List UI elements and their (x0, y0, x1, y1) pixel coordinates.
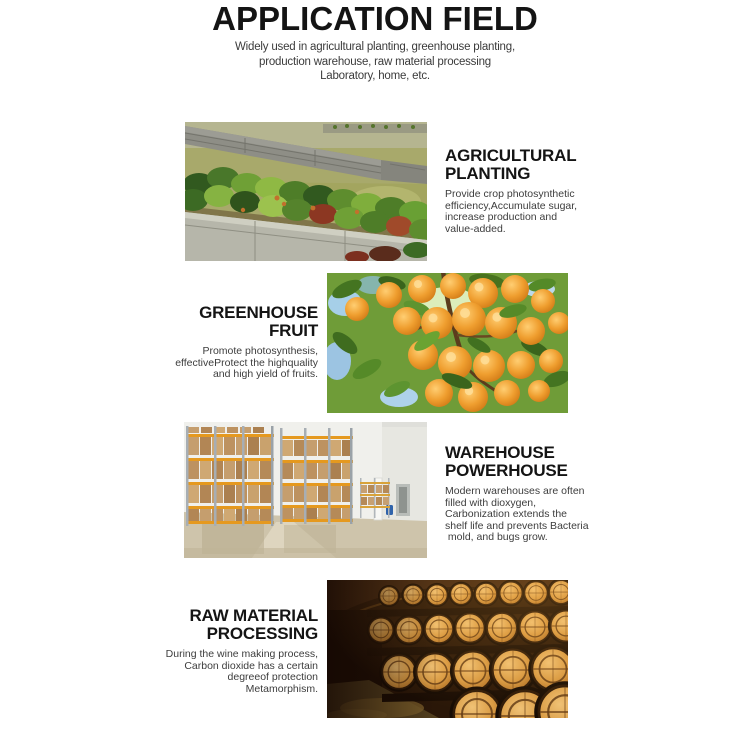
page-title: APPLICATION FIELD (212, 0, 538, 37)
body-line: During the wine making process, (165, 648, 318, 660)
body-line: effectiveProtect the highquality (175, 356, 318, 369)
section-body (128, 649, 318, 695)
title-line: GREENHOUSE (199, 303, 318, 322)
body-line: Provide crop photosynthetic (445, 188, 575, 200)
body-line: value-added. (445, 222, 506, 235)
body-line: Modern warehouses are often (445, 485, 585, 497)
section-warehouse-powerhouse (445, 444, 613, 544)
body-line: mold, and bugs grow. (445, 531, 548, 544)
body-line: increase production and (445, 211, 558, 224)
body-line: filled with dioxygen, (445, 496, 537, 509)
title-line: FRUIT (268, 320, 318, 340)
section-raw-material-processing (128, 607, 318, 695)
raw-material-processing-photo (327, 580, 568, 718)
wine-barrels-illustration (327, 580, 568, 718)
title-line: POWERHOUSE (445, 460, 568, 480)
title-line: AGRICULTURAL (445, 146, 577, 165)
garden-illustration (185, 122, 427, 261)
body-line: Promote photosynthesis, (202, 345, 318, 357)
section-title (445, 147, 610, 182)
page-subtitle (0, 40, 750, 84)
body-line: degreeof protection (227, 671, 318, 684)
body-line: efficiency,Accumulate sugar, (445, 199, 578, 212)
section-title (128, 607, 318, 642)
section-agricultural-planting (445, 147, 610, 235)
greenhouse-fruit-photo (327, 273, 568, 413)
title-line: PLANTING (445, 163, 531, 183)
section-title (445, 444, 613, 479)
apricots-illustration (327, 273, 568, 413)
title-line: WAREHOUSE (445, 443, 555, 462)
subtitle-line: Widely used in agricultural planting, greenhouse planting, (235, 41, 515, 53)
section-greenhouse-fruit (128, 304, 318, 381)
title-line: PROCESSING (206, 623, 318, 643)
body-line: shelf life and prevents Bacteria (445, 519, 589, 532)
subtitle-line: production warehouse, raw material processing (259, 55, 491, 68)
warehouse-powerhouse-photo (184, 422, 427, 558)
section-title (128, 304, 318, 339)
body-line: Carbonization extends the (445, 508, 567, 521)
body-line: and high yield of fruits. (212, 368, 318, 381)
section-body (128, 346, 318, 381)
body-line: Carbon dioxide has a certain (184, 659, 318, 672)
title-line: RAW MATERIAL (189, 606, 318, 625)
subtitle-line: Laboratory, home, etc. (320, 70, 430, 82)
section-body (445, 189, 610, 235)
warehouse-illustration (184, 422, 427, 558)
body-line: Metamorphism. (245, 682, 318, 695)
section-body (445, 486, 613, 544)
agricultural-planting-photo (185, 122, 427, 261)
